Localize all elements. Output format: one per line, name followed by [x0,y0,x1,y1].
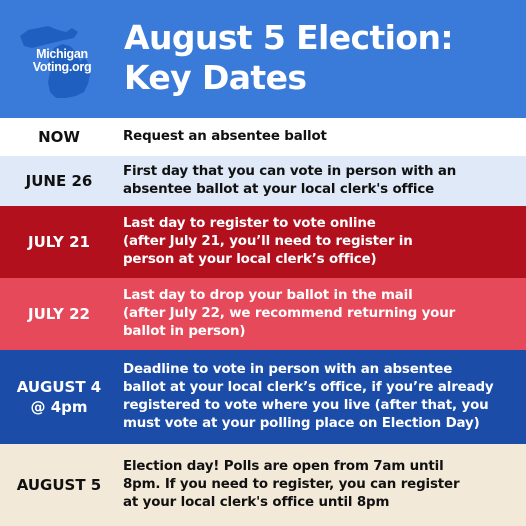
row-july-21 [0,206,526,278]
desc-line: 8pm. If you need to register, you can register [123,477,460,492]
desc-line: absentee ballot at your local clerk's office [123,182,435,197]
row-date [0,475,118,495]
row-description [118,128,526,146]
row-date [0,127,118,147]
logo-line-2: Voting.org [32,60,92,74]
date-line: JUNE 26 [25,172,93,190]
desc-line: Request an absentee ballot [123,129,327,144]
desc-line: at your local clerk's office until 8pm [123,495,390,510]
desc-line: (after July 21, you’ll need to register in [123,234,413,249]
row-description [118,287,526,341]
date-line: JULY 21 [28,233,90,251]
desc-line: Last day to drop your ballot in the mail [123,288,413,303]
logo-text [16,48,108,74]
row-june-26 [0,156,526,206]
row-date [0,304,118,324]
row-description [118,361,526,433]
logo-line-1: Michigan [36,47,88,61]
date-line: NOW [38,128,80,146]
desc-line: Last day to register to vote online [123,216,376,231]
date-line: JULY 22 [28,305,90,323]
page-title [124,18,453,98]
desc-line: ballot at your local clerk’s office, if you’re already [123,380,494,395]
row-date [0,377,118,417]
desc-line: person at your local clerk’s office) [123,252,377,267]
date-line: @ 4pm [30,398,88,416]
row-description [118,163,526,199]
title-line-1: August 5 Election: [124,18,453,57]
desc-line: registered to vote where you live (after that, you [123,398,489,413]
row-description [118,215,526,269]
michigan-voting-logo [14,22,106,100]
desc-line: Deadline to vote in person with an absentee [123,362,453,377]
row-date [0,232,118,252]
row-description [118,458,526,512]
desc-line: (after July 22, we recommend returning your [123,306,456,321]
desc-line: First day that you can vote in person with an [123,164,457,179]
desc-line: ballot in person) [123,324,246,339]
desc-line: Election day! Polls are open from 7am until [123,459,444,474]
row-july-22 [0,278,526,350]
date-line: AUGUST 5 [16,476,102,494]
row-date [0,171,118,191]
header [0,0,526,118]
desc-line: must vote at your polling place on Election Day) [123,416,480,431]
row-august-5 [0,444,526,526]
row-august-4 [0,350,526,444]
title-line-2: Key Dates [124,58,307,97]
row-now [0,118,526,156]
date-line: AUGUST 4 [16,378,102,396]
